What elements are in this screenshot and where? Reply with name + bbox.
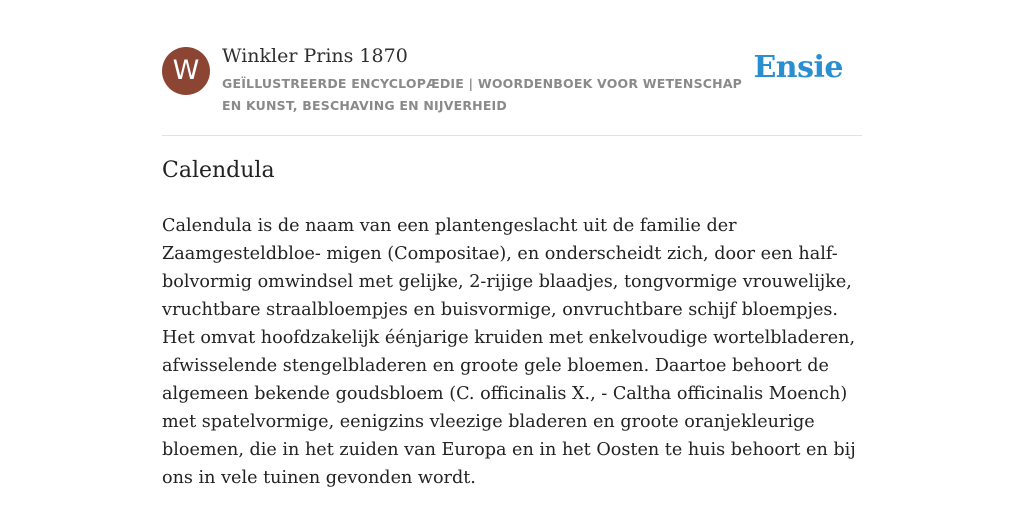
source-title[interactable]: Winkler Prins 1870 xyxy=(222,45,408,67)
ensie-logo[interactable]: Ensie xyxy=(753,50,843,85)
source-subtitle: GEÏLLUSTREERDE ENCYCLOPÆDIE | WOORDENBOEK VOOR WETENSCHAP EN KUNST, BESCHAVING EN NIJVERHEID xyxy=(222,76,743,113)
article-body: Calendula is de naam van een plantengeslacht uit de familie der Zaamgesteldbloe- migen (Compositae), en onderscheidt zich, door een half-bolvormig omwindsel met gelijke, 2-rijige blaadjes, tongvormige vrouwelijke, vruchtbare straalbloempjes en buisvormige, onvruchtbare schijf bloempjes. Het omvat hoofdzakelijk éénjarige kruiden met enkelvoudige wortelbladeren, afwisselende stengelbladeren en groote gele bloemen. Daartoe behoort de algemeen bekende goudsbloem (C. officinalis X., - Caltha officinalis Moench) met spatelvormige, eenigzins vleezige bladeren en groote oranjekleurige bloemen, die in het zuiden van Europa en in het Oosten te huis behoort en bij ons in vele tuinen gevonden wordt. xyxy=(162,216,856,488)
article-title: Calendula xyxy=(162,158,275,183)
source-header xyxy=(162,44,862,136)
source-avatar: W xyxy=(162,47,210,95)
